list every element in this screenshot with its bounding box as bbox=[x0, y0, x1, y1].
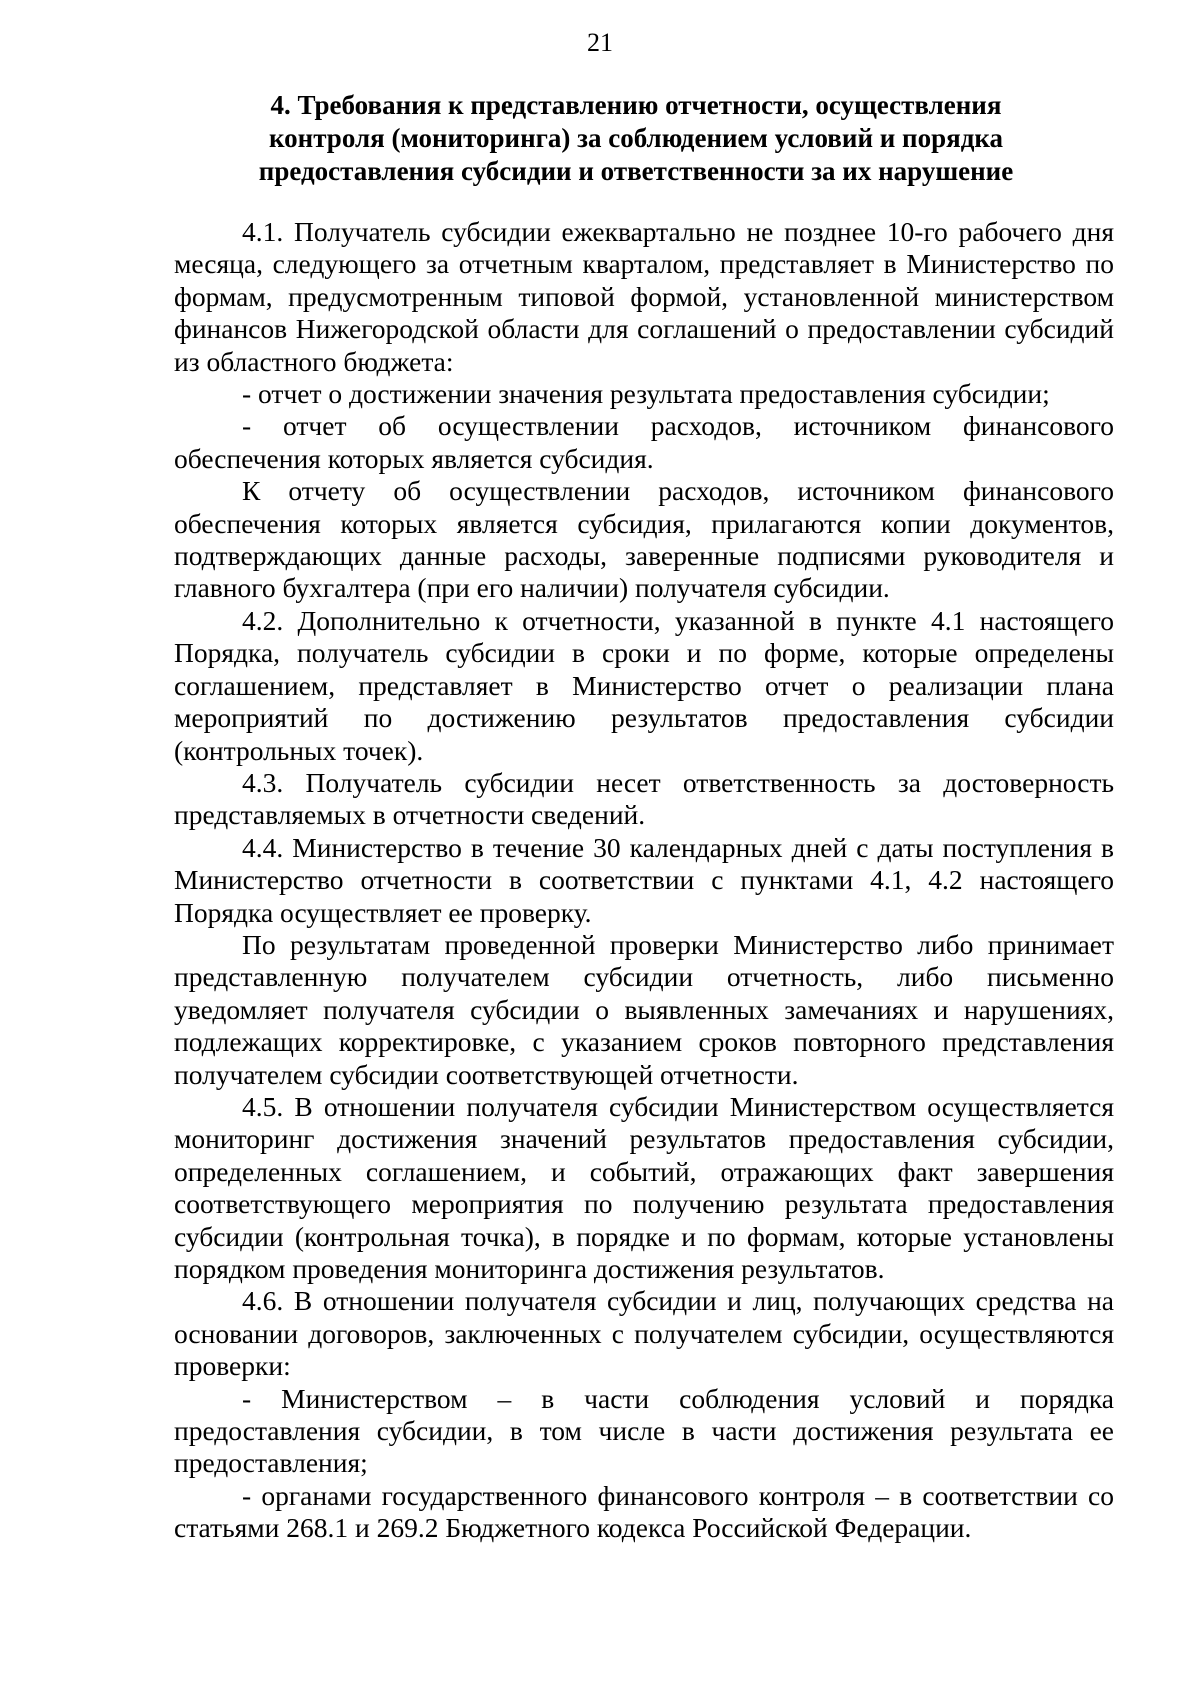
section-heading-line: контроля (мониторинга) за соблюдением условий и порядка bbox=[268, 123, 1004, 153]
document-body bbox=[174, 216, 1114, 1545]
paragraph-4-6: 4.6. В отношении получателя субсидии и лиц, получающих средства на основании договоров, заключенных с получателем субсидии, осуществляются проверки: bbox=[174, 1285, 1114, 1382]
list-item-ministry-check: - Министерством – в части соблюдения условий и порядка предоставления субсидии, в том числе в части достижения результата ее предоставления; bbox=[174, 1382, 1114, 1479]
paragraph-4-1: 4.1. Получатель субсидии ежеквартально не позднее 10-го рабочего дня месяца, следующего за отчетным кварталом, представляет в Министерство по формам, предусмотренным типовой формой, установленной министерством финансов Нижегородской области для соглашений о предоставлении субсидий из областного бюджета: bbox=[174, 216, 1114, 377]
list-item-financial-control: - органами государственного финансового контроля – в соответствии со статьями 268.1 и 269.2 Бюджетного кодекса Российской Федерации. bbox=[174, 1479, 1114, 1544]
paragraph-4-2: 4.2. Дополнительно к отчетности, указанной в пункте 4.1 настоящего Порядка, получатель субсидии в сроки и по форме, которые определены соглашением, представляет в Министерство отчет о реализации плана мероприятий по достижению результатов предоставления субсидии (контрольных точек). bbox=[174, 604, 1114, 766]
page-number: 21 bbox=[587, 28, 613, 57]
section-heading-line: 4. Требования к представлению отчетности, осуществления bbox=[270, 90, 1002, 120]
paragraph-4-4: 4.4. Министерство в течение 30 календарных дней с даты поступления в Министерство отчетности в соответствии с пунктами 4.1, 4.2 настоящего Порядка осуществляет ее проверку. bbox=[174, 831, 1114, 928]
paragraph-attachments: К отчету об осуществлении расходов, источником финансового обеспечения которых является субсидия, прилагаются копии документов, подтверждающих данные расходы, заверенные подписями руководителя и главного бухгалтера (при его наличии) получателя субсидии. bbox=[174, 475, 1114, 604]
paragraph-4-3: 4.3. Получатель субсидии несет ответственность за достоверность представляемых в отчетности сведений. bbox=[174, 766, 1114, 831]
paragraph-4-5: 4.5. В отношении получателя субсидии Министерством осуществляется мониторинг достижения значений результатов предоставления субсидии, определенных соглашением, и событий, отражающих факт завершения соответствующего мероприятия по получению результата предоставления субсидии (контрольная точка), в порядке и по формам, которые установлены порядком проведения мониторинга достижения результатов. bbox=[174, 1090, 1114, 1284]
section-heading bbox=[160, 89, 1112, 188]
paragraph-check-results: По результатам проведенной проверки Министерство либо принимает представленную получателем субсидии отчетность, либо письменно уведомляет получателя субсидии о выявленных замечаниях и нарушениях, подлежащих корректировке, с указанием сроков повторного представления получателем субсидии соответствующей отчетности. bbox=[174, 928, 1114, 1090]
list-item-report-expenses: - отчет об осуществлении расходов, источником финансового обеспечения которых является субсидия. bbox=[174, 410, 1114, 474]
section-heading-line: предоставления субсидии и ответственности за их нарушение bbox=[258, 156, 1014, 186]
list-item-report-result: - отчет о достижении значения результата предоставления субсидии; bbox=[242, 378, 1050, 410]
